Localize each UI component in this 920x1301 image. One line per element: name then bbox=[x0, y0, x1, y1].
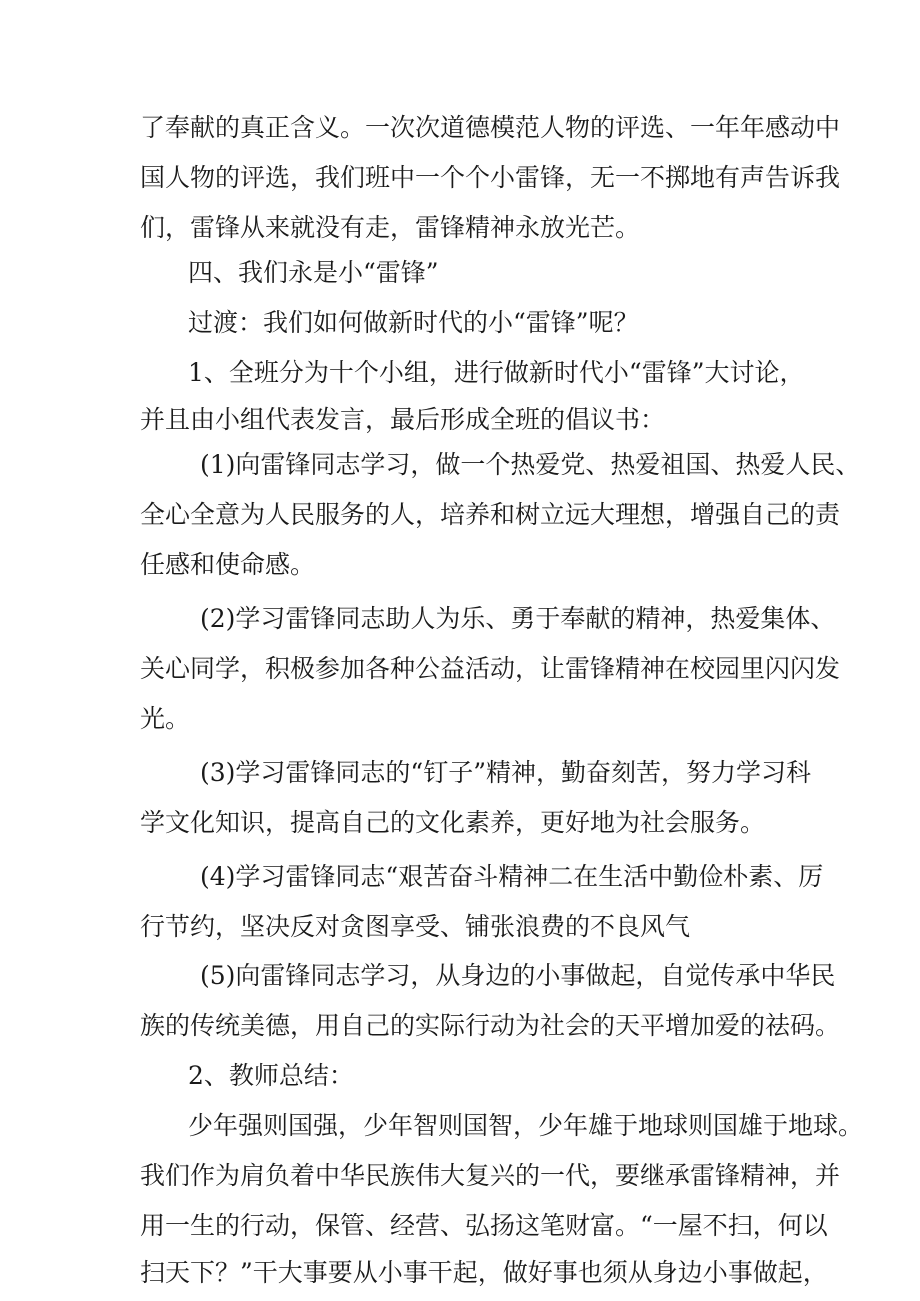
body-text-line: 行节约，坚决反对贪图享受、铺张浪费的不良风气 bbox=[140, 912, 691, 941]
proposal-item: (4)学习雷锋同志“艰苦奋斗精神二在生活中勤俭朴素、厉 bbox=[200, 862, 824, 891]
body-text-line: 扫天下？”干大事要从小事干起，做好事也须从身边小事做起， bbox=[140, 1258, 828, 1287]
proposal-item: (1)向雷锋同志学习，做一个热爱党、热爱祖国、热爱人民、 bbox=[200, 450, 861, 479]
section-heading: 四、我们永是小“雷锋” bbox=[188, 258, 439, 287]
body-text-line: 任感和使命感。 bbox=[140, 550, 316, 579]
body-text-line: 们，雷锋从来就没有走，雷锋精神永放光芒。 bbox=[140, 213, 641, 242]
list-item-heading: 2、教师总结： bbox=[188, 1061, 354, 1090]
body-text-line: 并且由小组代表发言，最后形成全班的倡议书： bbox=[140, 405, 666, 434]
body-text-line: 关心同学，积极参加各种公益活动，让雷锋精神在校园里闪闪发 bbox=[140, 654, 841, 683]
body-text-line: 用一生的行动，保管、经营、弘扬这笔财富。“一屋不扫，何以 bbox=[140, 1211, 828, 1240]
list-item-heading: 1、全班分为十个小组，进行做新时代小“雷锋”大讨论， bbox=[188, 358, 805, 387]
body-text-line: 族的传统美德，用自己的实际行动为社会的天平增加爱的祛码。 bbox=[140, 1011, 841, 1040]
body-text-line: 学文化知识，提高自己的文化素养，更好地为社会服务。 bbox=[140, 808, 766, 837]
body-text-line: 我们作为肩负着中华民族伟大复兴的一代，要继承雷锋精神，并 bbox=[140, 1161, 841, 1190]
proposal-item: (3)学习雷锋同志的“钉子”精神，勤奋刻苦，努力学习科 bbox=[200, 758, 811, 787]
proposal-item: (2)学习雷锋同志助人为乐、勇于奉献的精神，热爱集体、 bbox=[200, 604, 836, 633]
transition-text: 过渡：我们如何做新时代的小“雷锋”呢？ bbox=[188, 308, 639, 337]
body-text-line: 少年强则国强，少年智则国智，少年雄于地球则国雄于地球。 bbox=[188, 1111, 864, 1140]
body-text-line: 光。 bbox=[140, 704, 191, 733]
body-text-line: 全心全意为人民服务的人，培养和树立远大理想，增强自己的责 bbox=[140, 500, 841, 529]
body-text-line: 了奉献的真正含义。一次次道德模范人物的评选、一年年感动中 bbox=[140, 113, 841, 142]
body-text-line: 国人物的评选，我们班中一个个小雷锋，无一不掷地有声告诉我 bbox=[140, 163, 841, 192]
proposal-item: (5)向雷锋同志学习，从身边的小事做起，自觉传承中华民 bbox=[200, 961, 836, 990]
